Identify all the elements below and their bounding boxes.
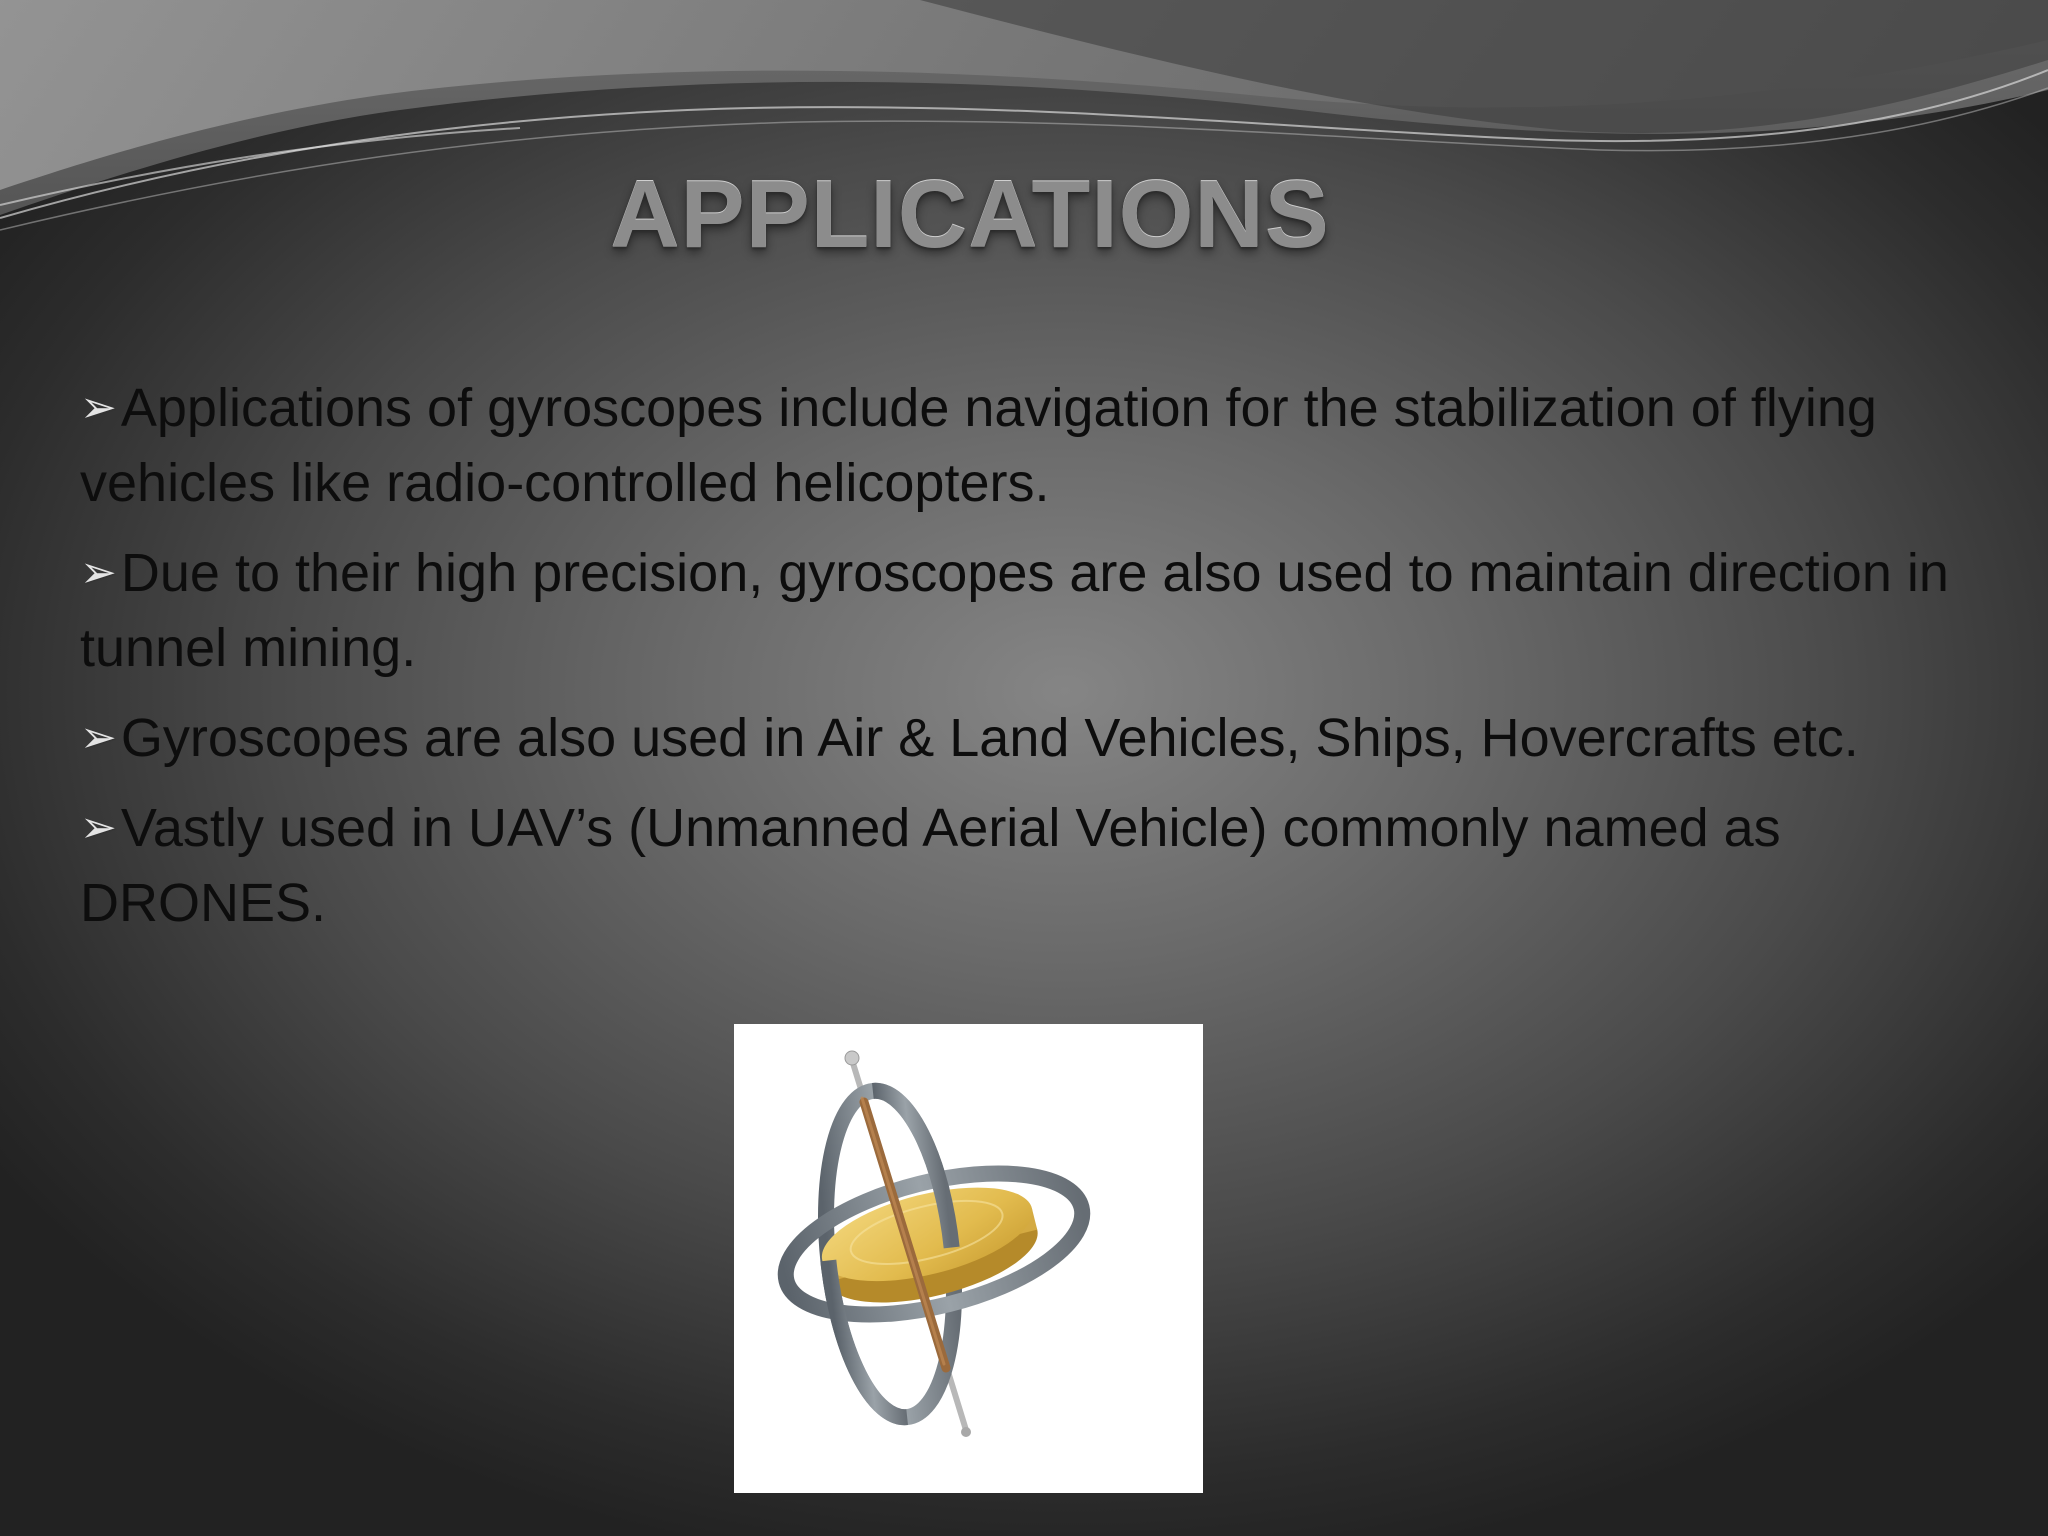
gyroscope-image <box>734 1024 1203 1493</box>
bullet-text: Vastly used in UAV’s (Unmanned Aerial Vehicle) commonly named as DRONES. <box>80 798 1781 933</box>
bullet-item <box>80 790 1980 941</box>
bullet-text: Applications of gyroscopes include navigation for the stabilization of flying vehicles like radio-controlled helicopters. <box>80 378 1877 513</box>
gyroscope-illustration <box>734 1024 1203 1493</box>
arrow-bullet-icon: ➢ <box>80 713 117 762</box>
arrow-bullet-icon: ➢ <box>80 383 117 432</box>
slide-title: APPLICATIONS <box>610 161 1330 268</box>
arrow-bullet-icon: ➢ <box>80 803 117 852</box>
bullet-text: Due to their high precision, gyroscopes are also used to maintain direction in tunnel mining. <box>80 543 1949 678</box>
bullet-item <box>80 700 1980 776</box>
bullet-list <box>80 370 1980 955</box>
bullet-item <box>80 535 1980 686</box>
bullet-text: Gyroscopes are also used in Air & Land Vehicles, Ships, Hovercrafts etc. <box>120 708 1859 768</box>
arrow-bullet-icon: ➢ <box>80 548 117 597</box>
bullet-item <box>80 370 1980 521</box>
